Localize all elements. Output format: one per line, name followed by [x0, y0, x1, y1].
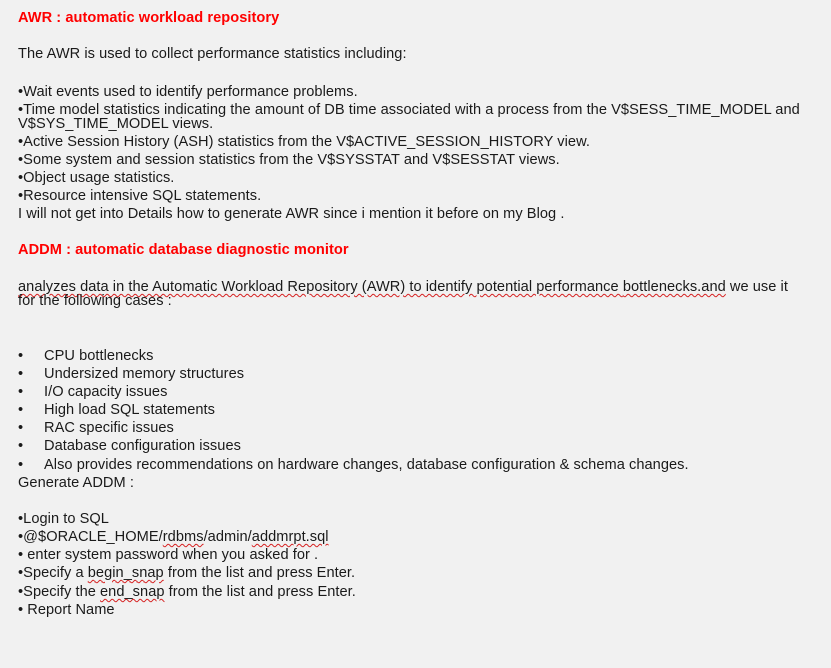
spellcheck-flagged-word: end_snap — [100, 584, 165, 600]
addm-case-item — [18, 348, 153, 365]
addm-case-label: RAC specific issues — [44, 420, 174, 436]
spellcheck-flagged-word: begin_snap — [87, 565, 164, 581]
step-begin-suffix: from the list and press Enter. — [163, 565, 356, 581]
script-path-middle: /admin/ — [203, 529, 252, 545]
addm-heading: ADDM : automatic database diagnostic monitor — [18, 242, 349, 258]
awr-item-wait-events: •Wait events used to identify performance problems. — [18, 84, 358, 100]
addm-case-label: Undersized memory structures — [44, 366, 245, 382]
addm-case-item — [18, 366, 244, 383]
generate-addm-heading: Generate ADDM : — [18, 475, 134, 491]
awr-item-ash: •Active Session History (ASH) statistics from the V$ACTIVE_SESSION_HISTORY view. — [18, 134, 590, 150]
addm-case-item — [18, 438, 241, 455]
addm-case-label: Also provides recommendations on hardware changes, database configuration & schema changes. — [44, 457, 689, 473]
step-end-prefix: •Specify the — [18, 584, 101, 600]
bullet-icon: • — [18, 438, 24, 454]
addm-case-label: High load SQL statements — [44, 402, 216, 418]
addm-case-label: Database configuration issues — [44, 438, 241, 454]
addm-case-label: CPU bottlenecks — [44, 348, 154, 364]
addm-case-item — [18, 384, 167, 401]
bullet-icon: • — [18, 348, 24, 364]
step-login: •Login to SQL — [18, 511, 109, 527]
addm-intro-text-part1: analyzes data in the Automatic Workload Repository (AWR) to identify potential performance — [18, 279, 623, 295]
addm-case-item — [18, 420, 174, 437]
step-password: • enter system password when you asked for . — [18, 547, 319, 563]
bullet-icon: • — [18, 366, 24, 382]
step-report-name: • Report Name — [18, 602, 115, 618]
addm-case-item — [18, 457, 689, 474]
script-path-prefix: •@$ORACLE_HOME/ — [18, 529, 163, 545]
step-end-snap — [18, 584, 356, 601]
awr-item-resource-sql: •Resource intensive SQL statements. — [18, 188, 262, 204]
bullet-icon: • — [18, 384, 24, 400]
spellcheck-flagged-word: bottlenecks.and — [622, 279, 726, 295]
addm-case-label: I/O capacity issues — [44, 384, 168, 400]
spellcheck-flagged-word: rdbms — [162, 529, 204, 545]
awr-heading: AWR : automatic workload repository — [18, 10, 280, 26]
bullet-icon: • — [18, 457, 24, 473]
step-run-script — [18, 529, 329, 546]
awr-intro: The AWR is used to collect performance statistics including: — [18, 46, 407, 62]
bullet-icon: • — [18, 420, 24, 436]
bullet-icon: • — [18, 402, 24, 418]
awr-note: I will not get into Details how to generate AWR since i mention it before on my Blog . — [18, 206, 565, 222]
document-page — [18, 0, 818, 668]
addm-case-item — [18, 402, 215, 419]
addm-intro-text-part2: we use it for the following cases : — [18, 279, 788, 309]
awr-item-object-usage: •Object usage statistics. — [18, 170, 175, 186]
step-begin-prefix: •Specify a — [18, 565, 88, 581]
step-end-suffix: from the list and press Enter. — [164, 584, 356, 600]
awr-item-time-model: •Time model statistics indicating the amount of DB time associated with a process from the V$SESS_TIME_MODEL and V$SYS_TIME_MODEL views. — [18, 102, 800, 132]
spellcheck-flagged-word: addmrpt.sql — [251, 529, 329, 545]
addm-intro — [18, 280, 808, 308]
step-begin-snap — [18, 565, 355, 582]
awr-item-sysstat: •Some system and session statistics from the V$SYSSTAT and V$SESSTAT views. — [18, 152, 560, 168]
